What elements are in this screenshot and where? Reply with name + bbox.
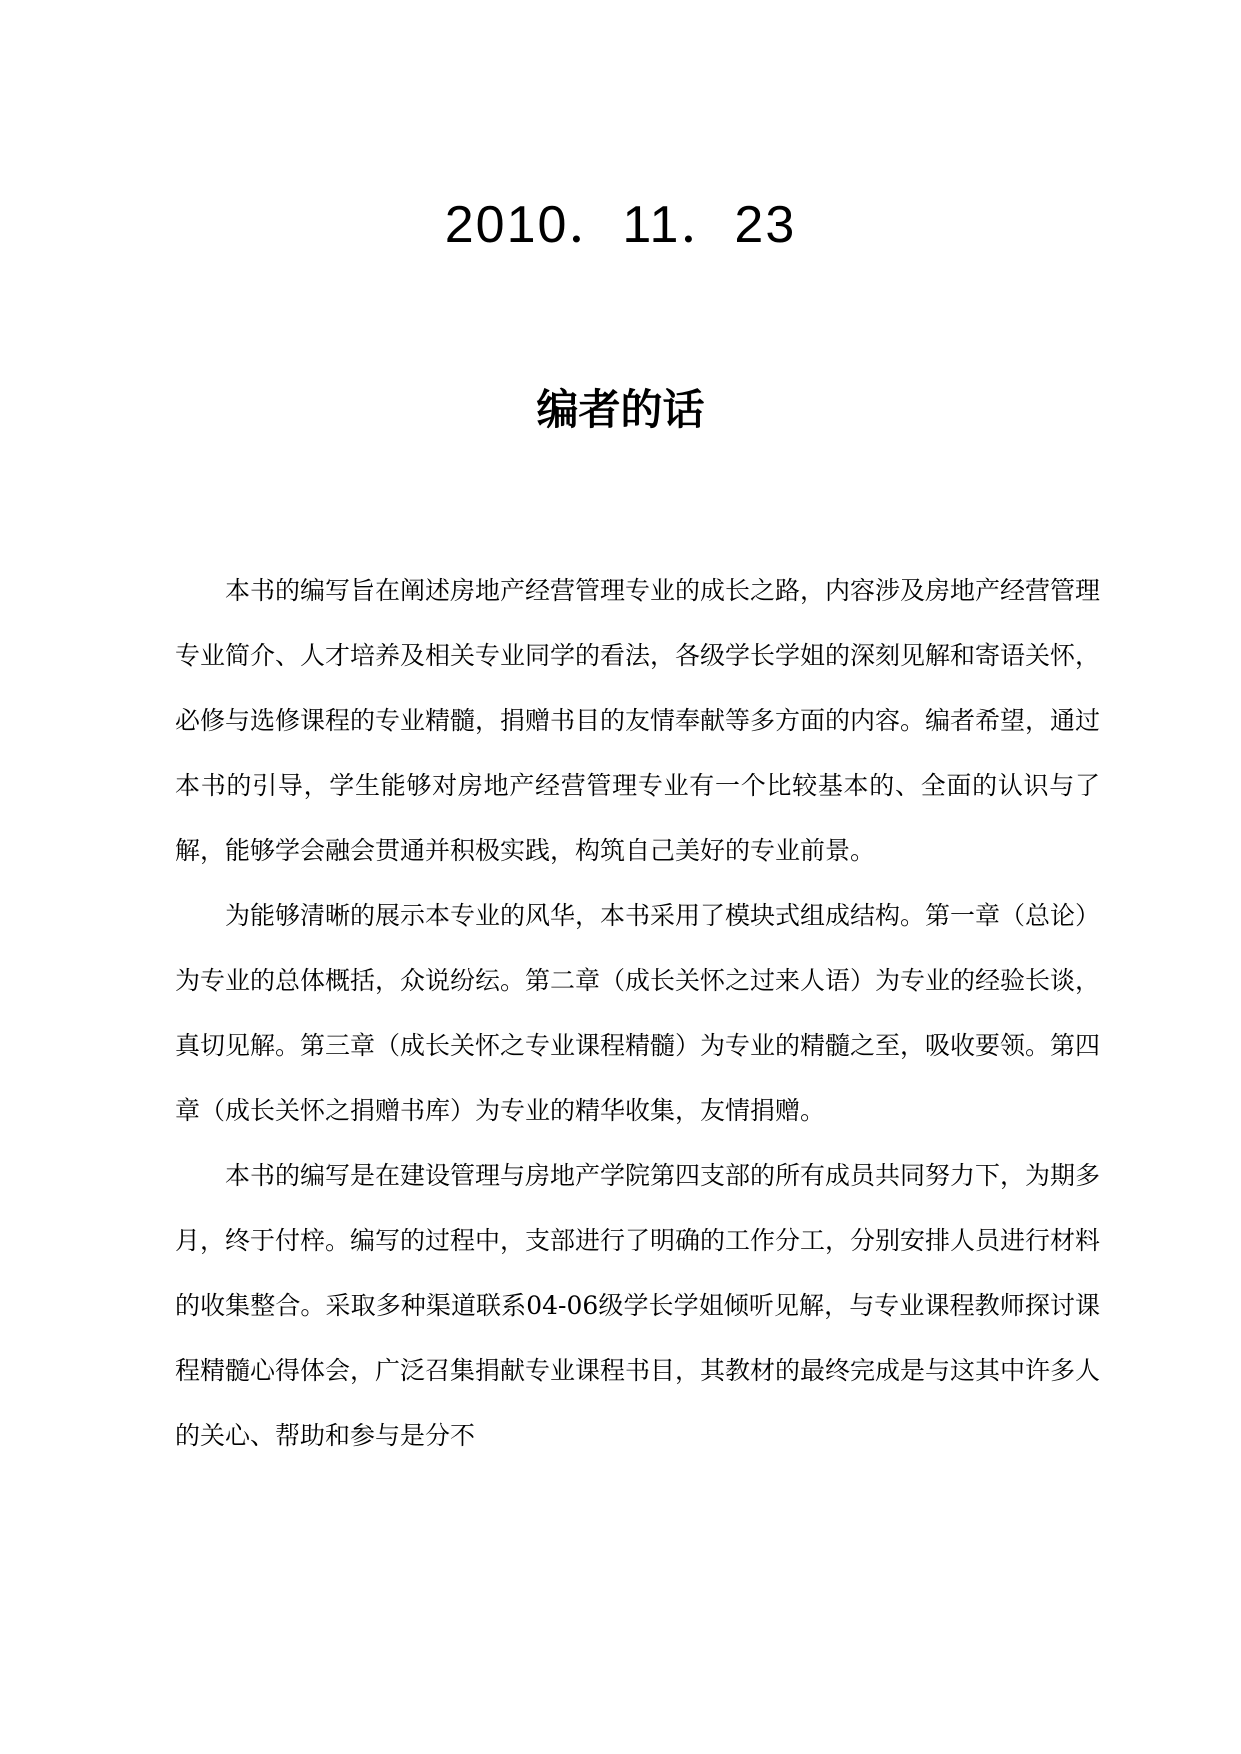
paragraph-2: 为能够清晰的展示本专业的风华，本书采用了模块式组成结构。第一章（总论）为专业的总体概括，众说纷纭。第二章（成长关怀之过来人语）为专业的经验长谈，真切见解。第三章（成长关怀之专业课程精髓）为专业的精髓之至，吸收要领。第四章（成长关怀之捐赠书库）为专业的精华收集，友情捐赠。 xyxy=(175,901,1101,1125)
document-date: 2010．11．23 xyxy=(444,196,797,254)
document-body xyxy=(175,558,1100,1468)
paragraph-3: 本书的编写是在建设管理与房地产学院第四支部的所有成员共同努力下，为期多月，终于付梓。编写的过程中，支部进行了明确的工作分工，分别安排人员进行材料的收集整合。采取多种渠道联系04-06级学长学姐倾听见解，与专业课程教师探讨课程精髓心得体会，广泛召集捐献专业课程书目，其教材的最终完成是与这其中许多人的关心、帮助和参与是分不 xyxy=(175,1161,1101,1450)
document-title: 编者的话 xyxy=(536,385,705,434)
paragraph-1: 本书的编写旨在阐述房地产经营管理专业的成长之路，内容涉及房地产经营管理专业简介、人才培养及相关专业同学的看法，各级学长学姐的深刻见解和寄语关怀，必修与选修课程的专业精髓，捐赠书目的友情奉献等多方面的内容。编者希望，通过本书的引导，学生能够对房地产经营管理专业有一个比较基本的、全面的认识与了解，能够学会融会贯通并积极实践，构筑自己美好的专业前景。 xyxy=(175,576,1101,865)
